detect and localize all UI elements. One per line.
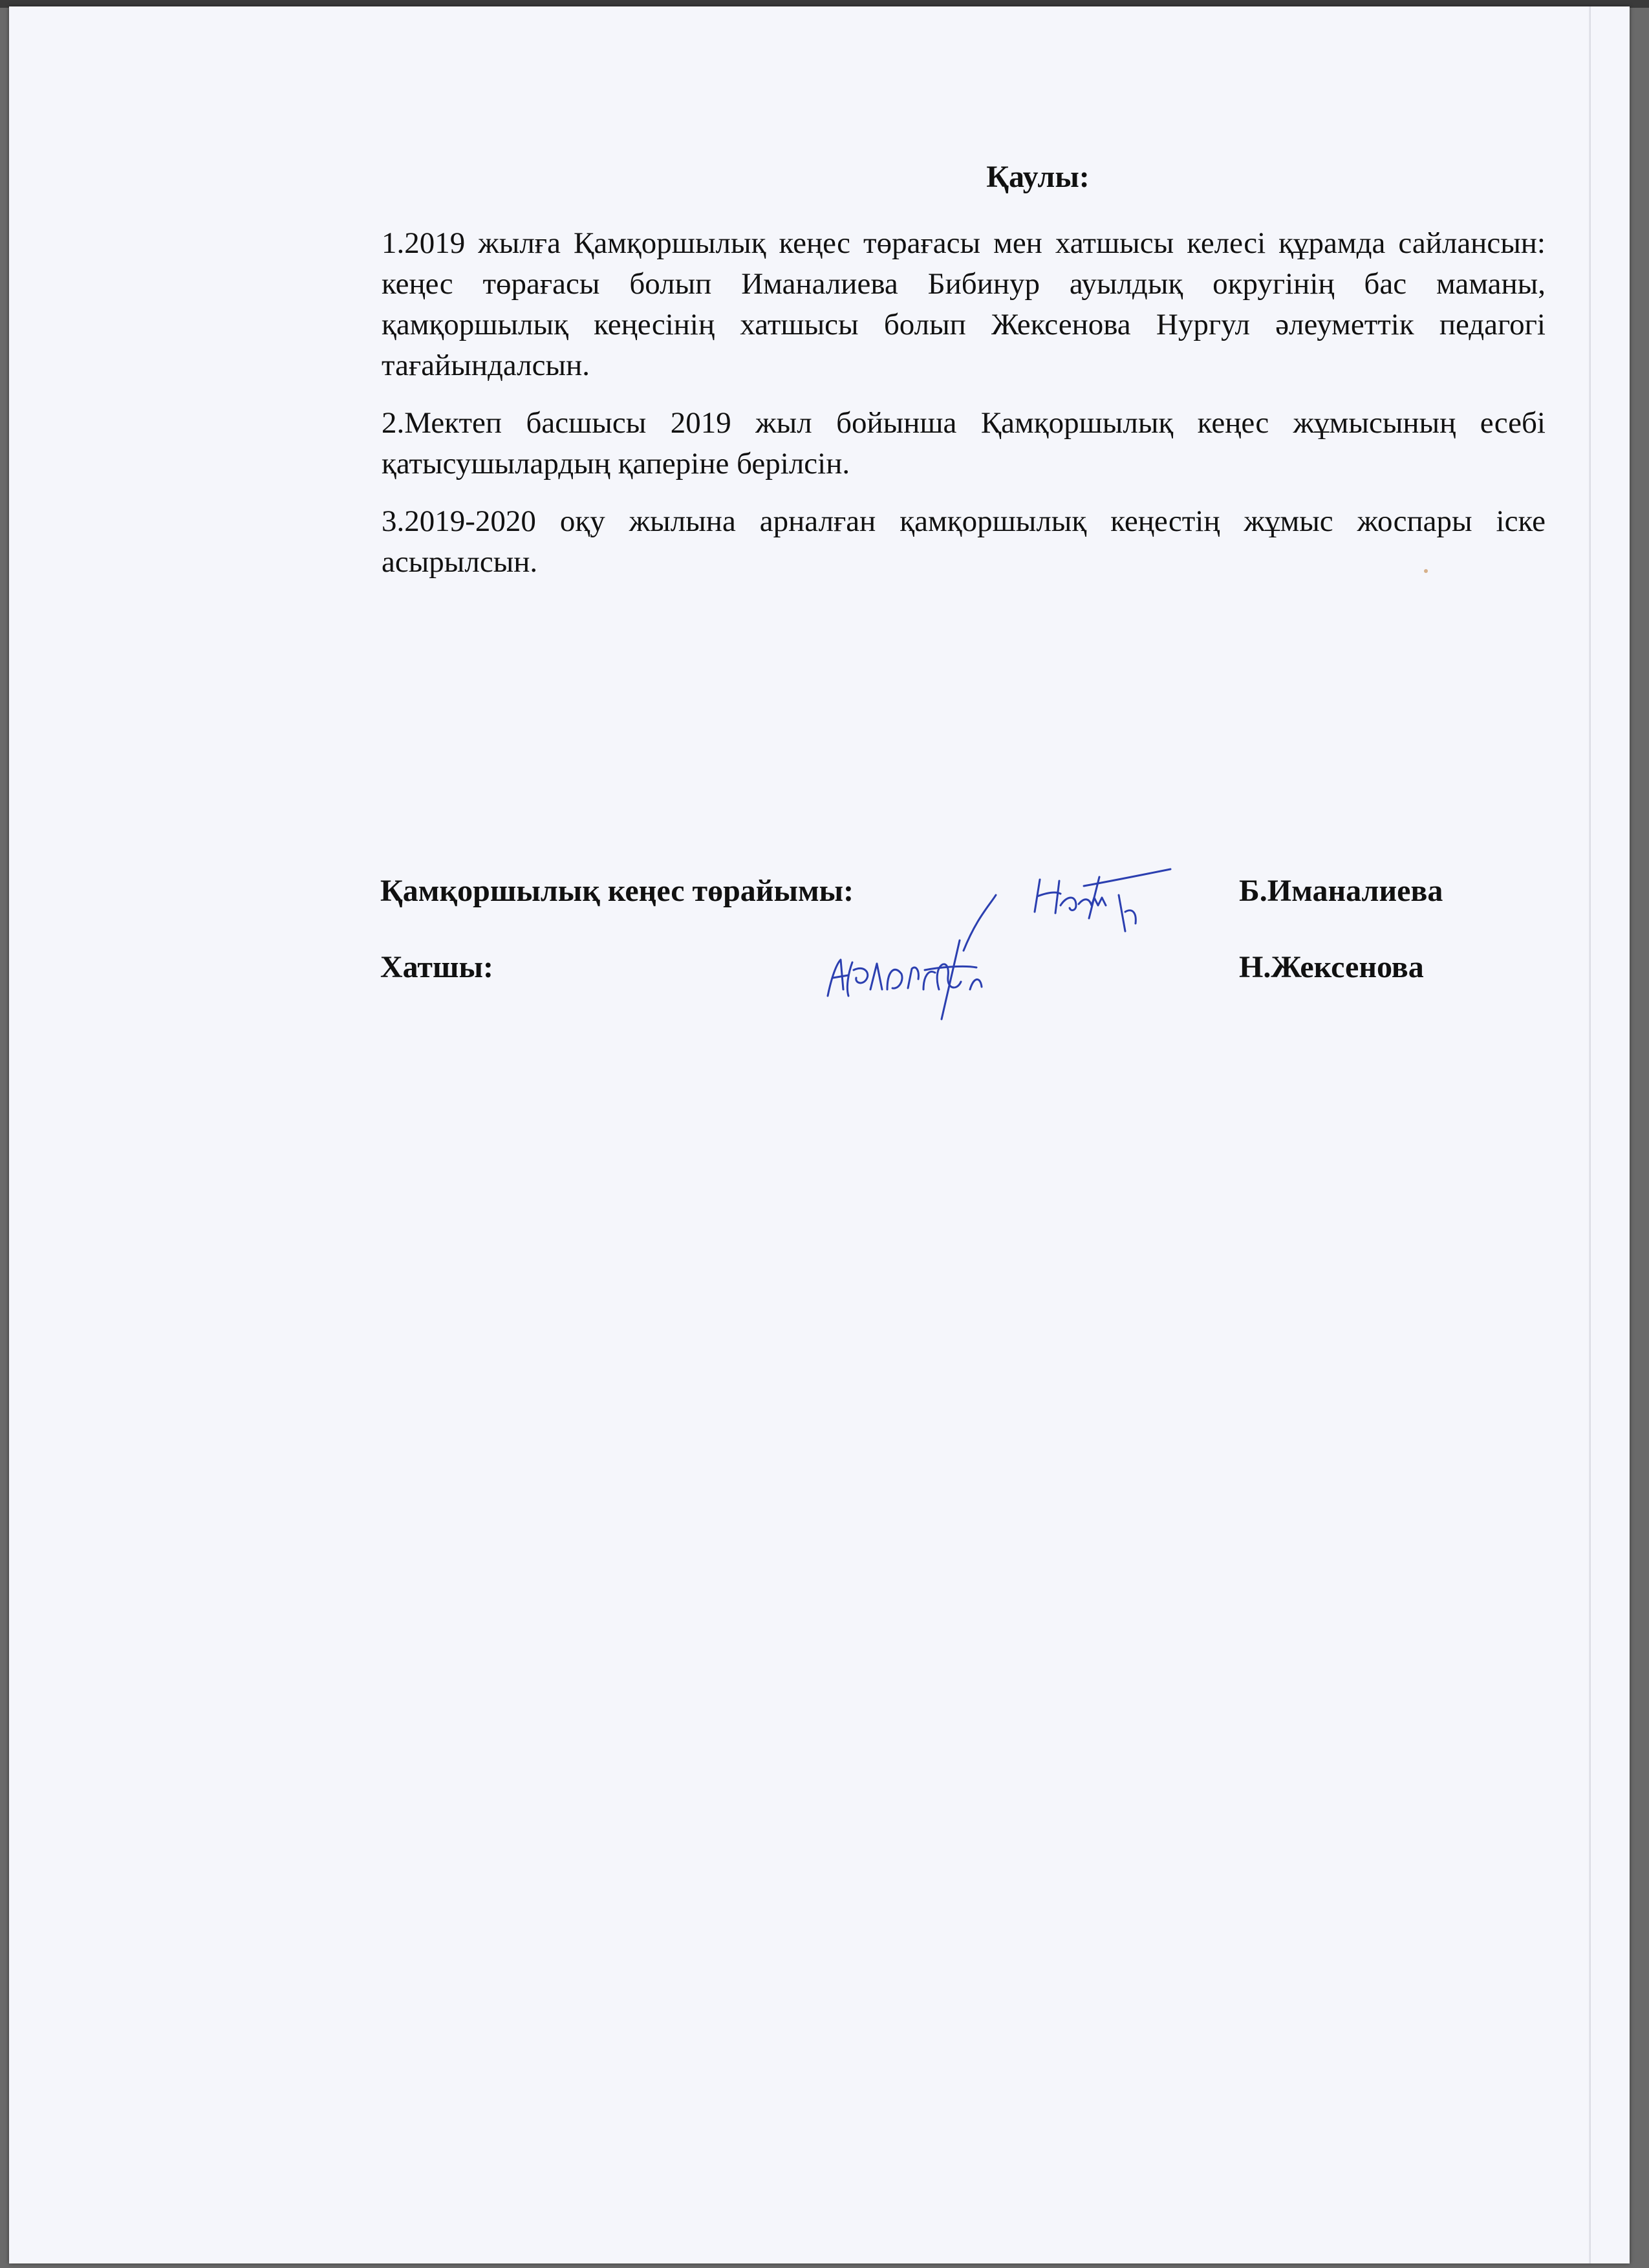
document-heading: Қаулы: [986,160,1090,194]
secretary-name: Н.Жексенова [1239,950,1424,984]
resolution-item-1: 1.2019 жылға Қамқоршылық кеңес төрағасы мен хатшысы келесі құрамда сайлансын: кеңес төрағасы болып Иманалиева Бибинур ауылдық округінің бас маманы, қамқоршылық кеңесінің хатшысы болып Жексенова Нургул әлеуметтік педагогі тағайындалсын. [382,226,1546,382]
page-fold-line [1589,6,1591,2263]
secretary-signature-icon [815,892,1022,1022]
paper-speck [1424,569,1428,573]
secretary-role-label: Хатшы: [380,950,493,984]
resolution-item-2: 2.Мектеп басшысы 2019 жыл бойынша Қамқоршылық кеңес жұмысының есебі қатысушылардың қаперіне берілсін. [382,405,1546,481]
document-body [382,158,1546,599]
chair-role-label: Қамқоршылық кеңес төрайымы: [380,874,854,908]
chair-name: Б.Иманалиева [1239,874,1443,908]
resolution-item-3: 3.2019-2020 оқу жылына арналған қамқоршылық кеңестің жұмыс жоспары іске асырылсын. [382,504,1546,579]
chair-signature-icon [1022,841,1177,938]
